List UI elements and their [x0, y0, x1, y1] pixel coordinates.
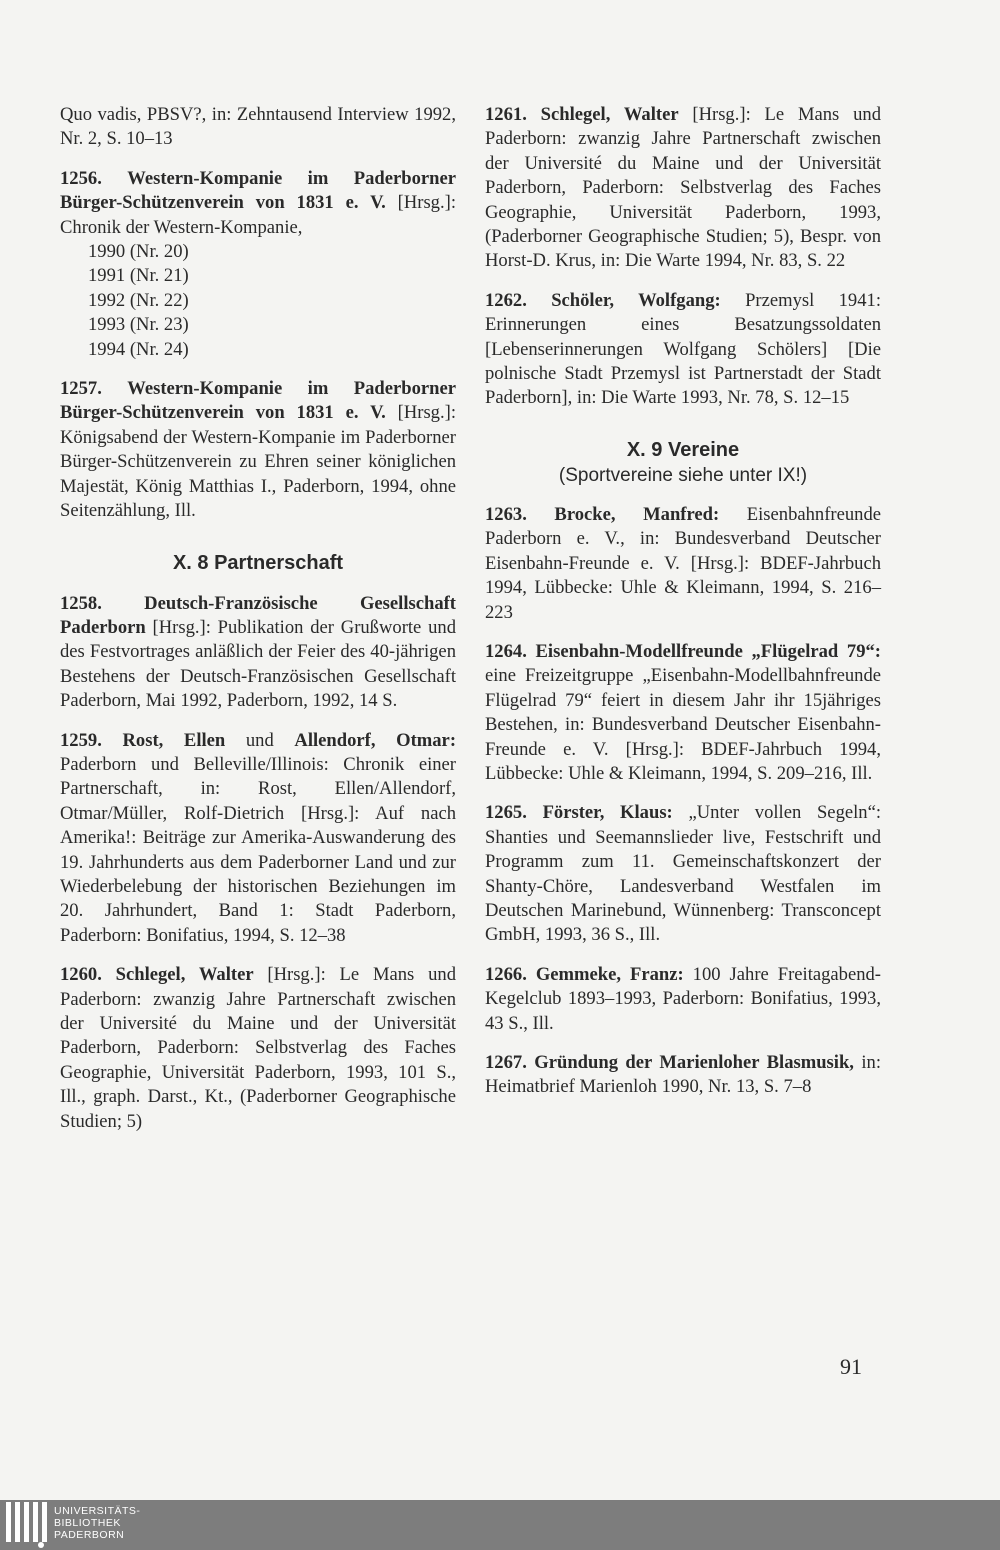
entry-number: 1260.: [60, 964, 102, 986]
entry-author: Rost, Ellen: [122, 729, 226, 751]
entry-author: Western-Kompanie im Paderborner Bürger-Schützenverein von 1831 e. V.: [60, 167, 457, 214]
page-number: 91: [840, 1354, 862, 1379]
entry-1262: 1262. Schöler, Wolfgang: Przemysl 1941: Erinnerungen eines Besatzungssoldaten [Lebenserinnerungen Wolfgang Schölers] [Die polnische Stadt Przemysl ist Partnerstadt der Stadt Paderborn], in: Die Warte 1993, Nr. 78, S. 12–15: [485, 289, 881, 409]
section-heading-partnerschaft: X. 8 Partnerschaft: [172, 551, 344, 574]
sub-item: 1990 (Nr. 20): [88, 241, 189, 263]
entry-number: 1258.: [60, 592, 102, 614]
entry-1256: 1256. Western-Kompanie im Paderborner Bürger-Schützenverein von 1831 e. V. [Hrsg.]: Chronik der Western-Kompanie, 1990 (Nr. 20) 1991 (Nr. 21) 1992 (Nr. 22) 1993 (Nr. 23) 1994 (Nr. 24): [60, 167, 456, 362]
entry-author: Allendorf, Otmar:: [294, 729, 457, 751]
entry-1261: 1261. Schlegel, Walter [Hrsg.]: Le Mans und Paderborn: zwanzig Jahre Partnerschaft zwischen der Université du Maine und der Universität Paderborn, Paderborn: Selbstverlag des Faches Geographie, Universität Paderborn, 1993, (Paderborner Geographische Studien; 5), Bespr. von Horst-D. Krus, in: Die Warte 1994, Nr. 83, S. 22: [485, 104, 881, 272]
right-column: [485, 103, 881, 1115]
entry-number: 1264.: [485, 640, 527, 662]
entry-1266: 1266. Gemmeke, Franz: 100 Jahre Freitagabend-Kegelclub 1893–1993, Paderborn: Bonifatius, 1993, 43 S., Ill.: [485, 963, 881, 1034]
library-name: UNIVERSITÄTS- BIBLIOTHEK PADERBORN: [54, 1505, 141, 1541]
entry-author: Gemmeke, Franz:: [535, 963, 684, 985]
logo-dot-icon: [38, 1542, 44, 1548]
entry-number: 1267.: [485, 1052, 527, 1073]
entry-author: Deutsch-Französische Gesellschaft Paderborn: [60, 592, 456, 638]
entry-author: Gründung der Marienloher Blasmusik,: [534, 1052, 854, 1073]
entry-1263: 1263. Brocke, Manfred: Eisenbahnfreunde Paderborn e. V., in: Bundesverband Deutscher Eisenbahn-Freunde e. V. [Hrsg.]: BDEF-Jahrbuch 1994, Lübbecke: Uhle & Kleimann, 1994, S. 216–223: [485, 503, 881, 623]
entry-1257: 1257. Western-Kompanie im Paderborner Bürger-Schützenverein von 1831 e. V. [Hrsg.]: Königsabend der Western-Kompanie im Paderborner Bürger-Schützenverein zu Ehren seiner königlichen Majestät, König Matthias I., Paderborn, 1994, ohne Seitenzählung, Ill.: [60, 378, 457, 522]
entry-1259: 1259. Rost, Ellen und Allendorf, Otmar: Paderborn und Belleville/Illinois: Chronik einer Partnerschaft, in: Rost, Ellen/Allendorf, Otmar/Müller, Rolf-Dietrich [Hrsg.]: Auf nach Amerika!: Beiträge zur Amerika-Auswanderung des 19. Jahrhunderts aus dem Paderborner Land und zur Wiederbelebung der historischen Beziehungen im 20. Jahrhundert, Band 1: Stadt Paderborn, Paderborn: Bonifatius, 1994, S. 12–38: [60, 729, 457, 946]
library-footer-bar: [0, 1500, 1000, 1550]
entry-author: Brocke, Manfred:: [554, 503, 720, 525]
entry-author: Schlegel, Walter: [540, 104, 679, 125]
entry-number: 1256.: [60, 167, 102, 189]
sub-item: 1992 (Nr. 22): [88, 289, 189, 311]
entry-continuation: Quo vadis, PBSV?, in: Zehntausend Interview 1992, Nr. 2, S. 10–13: [60, 104, 456, 150]
entry-author: Förster, Klaus:: [542, 802, 673, 824]
sub-item: 1994 (Nr. 24): [88, 338, 189, 360]
entry-1264: 1264. Eisenbahn-Modellfreunde „Flügelrad 79“: eine Freizeitgruppe „Eisenbahn-Modellbahnfreunde Flügelrad 79“ feiert in diesem Jahr ihr 15jähriges Bestehen, in: Bundesverband Deutscher Eisenbahn-Freunde e. V. [Hrsg.]: BDEF-Jahrbuch 1994, Lübbecke: Uhle & Kleimann, 1994, S. 209–216, Ill.: [485, 640, 882, 784]
entry-number: 1259.: [60, 729, 102, 751]
entry-author: Schlegel, Walter: [115, 964, 254, 986]
left-column: [60, 103, 456, 1149]
sub-item: 1993 (Nr. 23): [88, 314, 189, 336]
entry-number: 1263.: [485, 503, 527, 525]
entry-author: Eisenbahn-Modellfreunde „Flügelrad 79“:: [535, 640, 882, 662]
entry-1260: 1260. Schlegel, Walter [Hrsg.]: Le Mans und Paderborn: zwanzig Jahre Partnerschaft zwischen der Université du Maine und der Universität Paderborn, Paderborn: Selbstverlag des Faches Geographie, Universität Paderborn, 1993, 101 S., Ill., graph. Darst., Kt., (Paderborner Geographische Studien; 5): [60, 964, 456, 1132]
section-subheading: (Sportvereine siehe unter IX!): [558, 464, 808, 486]
entry-author: Western-Kompanie im Paderborner Bürger-Schützenverein von 1831 e. V.: [60, 378, 457, 424]
section-heading-vereine: X. 9 Vereine: [626, 438, 740, 461]
entry-number: 1265.: [485, 802, 527, 824]
entry-number: 1262.: [485, 289, 527, 311]
entry-number: 1257.: [60, 378, 102, 400]
entry-author: Schöler, Wolfgang:: [551, 289, 721, 311]
entry-1265: 1265. Förster, Klaus: „Unter vollen Segeln“: Shanties und Seemannslieder live, Festschrift und Programm zum 11. Gemeinschaftskonzert der Shanty-Chöre, Landesverband Westfalen im Deutschen Marinebund, Wünnenberg: Transconcept GmbH, 1993, 36 S., Ill.: [485, 802, 881, 946]
entry-number: 1261.: [485, 104, 527, 125]
sub-item: 1991 (Nr. 21): [88, 265, 189, 287]
entry-number: 1266.: [485, 963, 527, 985]
entry-1258: 1258. Deutsch-Französische Gesellschaft Paderborn [Hrsg.]: Publikation der Grußworte und des Festvortrages anläßlich der Feier des 40-jährigen Bestehens der Deutsch-Französischen Gesellschaft Paderborn, Mai 1992, Paderborn, 1992, 14 S.: [60, 592, 456, 712]
entry-1267: 1267. Gründung der Marienloher Blasmusik, in: Heimatbrief Marienloh 1990, Nr. 13, S. 7–8: [485, 1052, 882, 1098]
